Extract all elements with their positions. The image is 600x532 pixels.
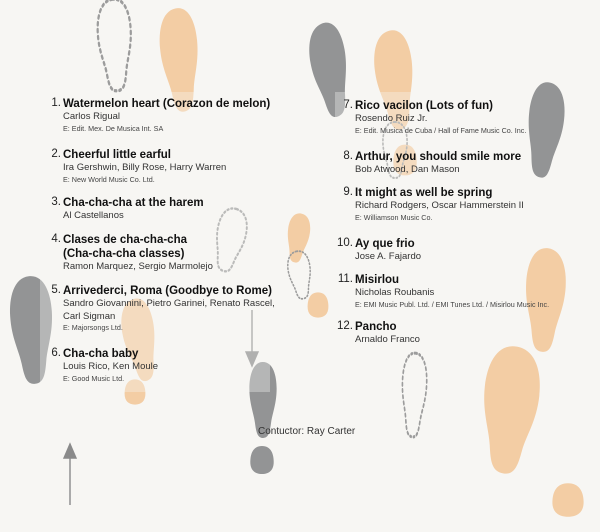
track-number: 8. bbox=[343, 150, 353, 162]
track-title: Arrivederci, Roma (Goodbye to Rome) bbox=[63, 285, 272, 297]
track-publisher: E: Williamson Music Co. bbox=[355, 212, 433, 222]
track-artists: Louis Rico, Ken Moule bbox=[63, 361, 159, 372]
track-publisher: E: Good Music Ltd. bbox=[63, 373, 125, 383]
track-4 bbox=[51, 233, 213, 274]
conductor-credit: Contuctor: Ray Carter bbox=[258, 426, 356, 437]
track-title: Arthur, you should smile more bbox=[355, 151, 522, 163]
track-artists: Al Castellanos bbox=[63, 210, 124, 221]
track-artists: Ira Gershwin, Billy Rose, Harry Warren bbox=[63, 162, 227, 173]
track-title: Rico vacilon (Lots of fun) bbox=[355, 100, 493, 112]
track-publisher: E: New World Music Co. Ltd. bbox=[63, 174, 155, 184]
track-number: 10. bbox=[337, 237, 353, 249]
track-title-line-2: (Cha-cha-cha classes) bbox=[63, 248, 185, 260]
track-7 bbox=[343, 99, 527, 136]
track-3 bbox=[51, 196, 204, 223]
track-publisher: E: Edit. Mex. De Musica Int. SA bbox=[63, 123, 164, 133]
track-title: Watermelon heart (Corazon de melon) bbox=[63, 98, 271, 110]
track-2 bbox=[51, 148, 227, 185]
track-title: Pancho bbox=[355, 321, 397, 333]
track-number: 3. bbox=[51, 196, 61, 208]
track-6 bbox=[51, 347, 159, 384]
track-artists: Bob Atwood, Dan Mason bbox=[355, 164, 460, 175]
track-number: 4. bbox=[51, 233, 61, 245]
track-12 bbox=[337, 320, 420, 347]
track-9 bbox=[343, 186, 524, 223]
track-title: Cha-cha-cha at the harem bbox=[63, 197, 204, 209]
track-8 bbox=[343, 150, 522, 177]
track-publisher: E: EMI Music Publ. Ltd. / EMI Tunes Ltd. / Misirlou Music Inc. bbox=[355, 299, 550, 309]
track-title: It might as well be spring bbox=[355, 187, 493, 199]
track-artists: Carlos Rigual bbox=[63, 111, 121, 122]
track-artists: Richard Rodgers, Oscar Hammerstein II bbox=[355, 200, 524, 211]
track-title: Ay que frio bbox=[355, 238, 415, 250]
track-artists: Rosendo Ruiz Jr. bbox=[355, 113, 428, 124]
track-number: 1. bbox=[51, 97, 61, 109]
track-title: Misirlou bbox=[355, 274, 400, 286]
track-number: 7. bbox=[343, 99, 353, 111]
track-artists: Sandro Giovannini, Pietro Garinei, Renato Rascel, bbox=[63, 298, 275, 309]
track-artists-line-2: Carl Sigman bbox=[63, 310, 116, 322]
track-title: Cheerful little earful bbox=[63, 149, 171, 161]
track-number: 9. bbox=[343, 186, 353, 198]
track-5 bbox=[51, 284, 275, 333]
track-artists: Nicholas Roubanis bbox=[355, 287, 435, 298]
track-number: 11. bbox=[337, 273, 353, 285]
track-number: 2. bbox=[51, 148, 61, 160]
track-artists: Ramon Marquez, Sergio Marmolejo bbox=[63, 261, 213, 272]
track-10 bbox=[337, 237, 422, 264]
track-publisher: E: Majorsongs Ltd. bbox=[63, 323, 123, 332]
track-11 bbox=[337, 273, 550, 310]
track-number: 6. bbox=[51, 347, 61, 359]
track-title: Cha-cha baby bbox=[63, 348, 139, 360]
track-publisher: E: Edit. Musica de Cuba / Hall of Fame Music Co. Inc. bbox=[355, 125, 527, 135]
track-artists: Jose A. Fajardo bbox=[355, 251, 422, 262]
track-artists: Arnaldo Franco bbox=[355, 334, 420, 345]
track-title: Clases de cha-cha-cha bbox=[63, 234, 188, 246]
track-number: 12. bbox=[337, 320, 353, 332]
track-1 bbox=[51, 97, 271, 134]
track-number: 5. bbox=[51, 284, 61, 296]
